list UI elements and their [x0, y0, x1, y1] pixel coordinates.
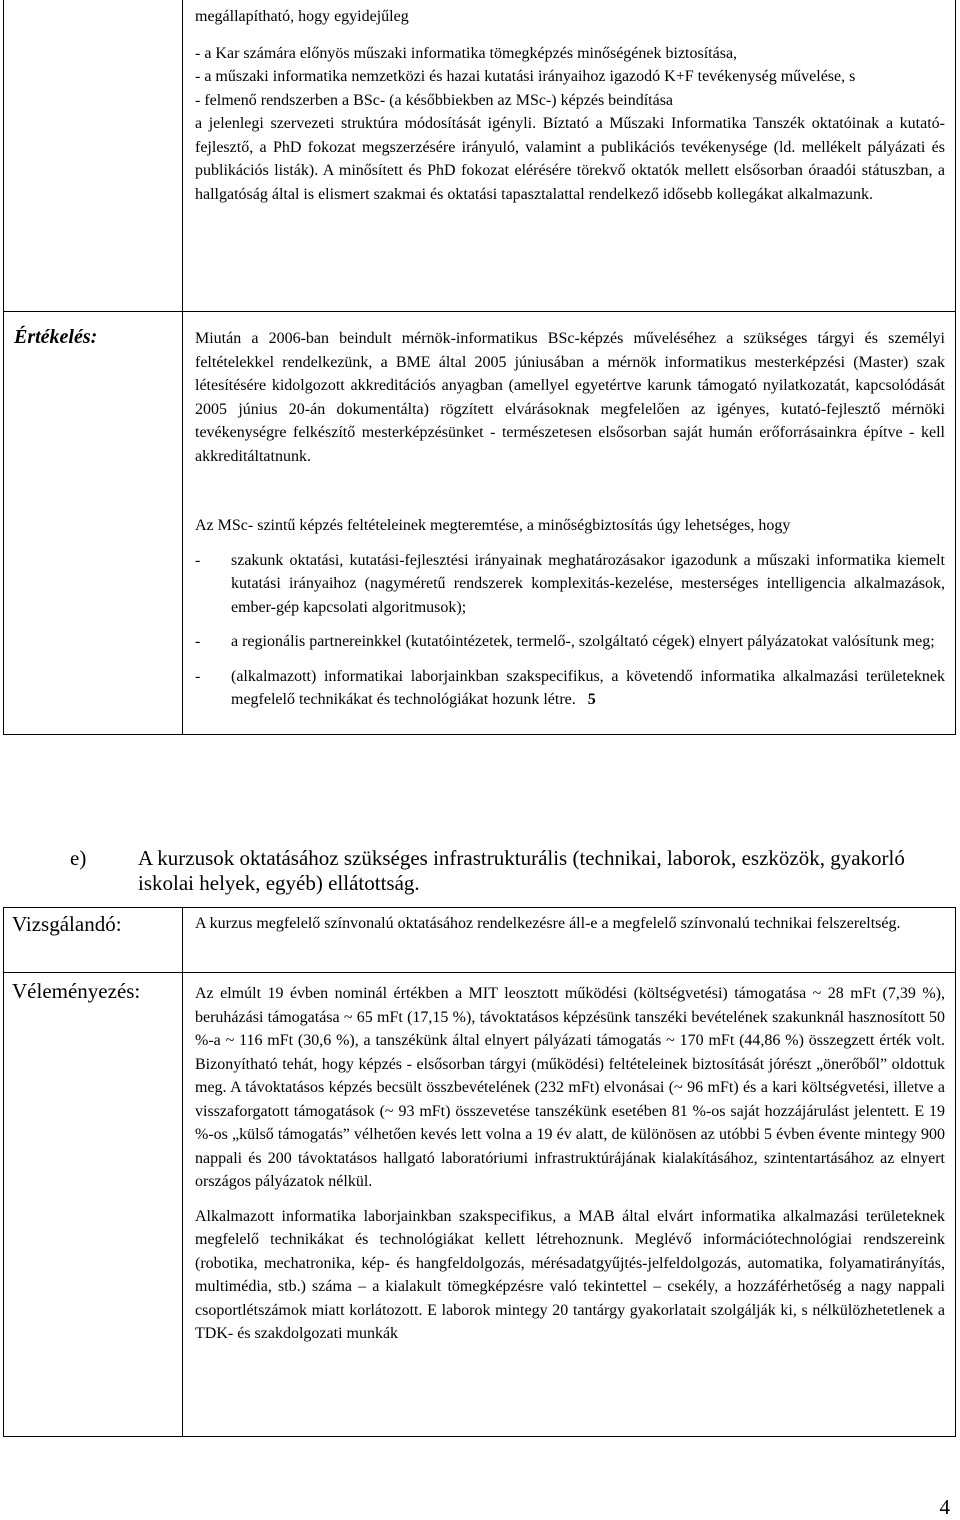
section-e-letter: e): [70, 846, 87, 870]
top-intro: megállapítható, hogy egyidejűleg: [195, 8, 409, 25]
top-block-cell: [183, 0, 956, 312]
evaluation-score: 5: [587, 691, 596, 708]
evaluation-label: Értékelés:: [14, 326, 98, 348]
opinion-para-1: Az elmúlt 19 évben nominál értékben a MIT leosztott működési (költségvetési) támogatása ~ 28 mFt (7,39 %), beruházási támogatása ~ 65 mFt (17,15 %), távoktatásos képzésünk tanszéki bevételének szakunknál hasznosított 50 %-a ~ 116 mFt (30,6 %), a tanszékünk által elnyert pályázati támogatás ~ 170 mFt (44,86 %) összegzett érték volt. Bizonyítható tehát, hogy képzés - elsősorban tárgyi (működési) feltételeinek biztosítását jórészt „önerőből” oldottuk meg. A távoktatásos képzés becsült összbevételének (232 mFt) elvonásai (~ 96 mFt) és a kari költségvetési, illetve a visszaforgatott támogatások (~ 93 mFt) összevetése tanszékünk esetében 81 %-os saját hozzájárulást jelentett. E 19 %-os „külső támogatás” vélhetően kevés lett volna a 19 év alatt, de különösen az utóbbi 5 évben évente mintegy 900 nappali és 200 távoktatásos hallgató laboratóriumi infrastruktúrájának kialakításához, szintentartásához az elnyert országos pályázatok nélkül.: [195, 985, 945, 1190]
upper-label-empty: [4, 0, 183, 312]
page-number: 4: [939, 1495, 950, 1519]
examine-text: A kurzus megfelelő színvonalú oktatásához rendelkezésre áll-e a megfelelő színvonalú technikai felszereltség.: [195, 915, 901, 932]
top-paragraph: a jelenlegi szervezeti struktúra módosítását igényli. Bíztató a Műszaki Informatika Tanszék oktatóinak a kutató-fejlesztő, a PhD fokozat megszerzésére irányuló, valamint a publikációs tevékenysége (ld. mellékelt pályázati és publikációs listák). A minősített és PhD fokozat elérésére törekvő oktatók mellett elsősorban óraadói státuszban, a hallgatóság által is elismert szakmai és oktatási tapasztalattal rendelkező idősebb kollegákat alkalmazunk.: [195, 115, 945, 203]
lower-table: [3, 907, 956, 1437]
top-bullet-2: - a műszaki informatika nemzetközi és hazai kutatási irányaihoz igazodó K+F tevékenység művelése, s: [195, 68, 856, 85]
opinion-cell: [183, 973, 956, 1437]
opinion-label-cell: [4, 973, 183, 1437]
opinion-para-2: Alkalmazott informatika laborjainkban szakspecifikus, a MAB által elvárt informatika alkalmazási területeknek megfelelő technikákat és technológiákat kellett létrehoznunk. Meglévő információtechnológiai rendszereink (robotika, mechatronika, kép- és hangfeldolgozás, mérésadatgyűjtés-jelfeldolgozás, automatika, folyamatirányítás, multimédia, stb.) száma – a kialakult tömegképzésre való tekintettel – csekély, a hozzáférhetőség a nagy nappali csoportlétszámok miatt korlátozott. E laborok mintegy 20 tantárgy gyakorlatait szolgálják ki, s nélkülözhetetlenek a TDK- és szakdolgozati munkák: [195, 1207, 945, 1342]
dash-item-3-text: (alkalmazott) informatikai laborjainkban szakspecifikus, a követendő informatika alkalmazási területeknek megfelelő technikákat és technológiákat hozunk létre.: [231, 667, 945, 708]
dash-marker: -: [195, 551, 201, 569]
evaluation-para-1: Miután a 2006-ban beindult mérnök-informatikus BSc-képzés műveléséhez a szükséges tárgyi és személyi feltételekkel rendelkezünk, a BME által 2005 júniusában a mérnök informatikus mesterképzési (Master) szak létesítésére kidolgozott akkreditációs anyagban (amellyel egyetértve karunk támogató nyilatkozatát, kapcsolódását 2005 június 20-án dokumentálta) rögzített elvárásoknak megfelelően az igényes, kutató-fejlesztő mérnöki tevékenységre felkészítő mesterképzésünket - természetesen elsősorban saját humán erőforrásainkra építve - kell akkreditáltatnunk.: [195, 330, 945, 465]
dash-marker: -: [195, 633, 201, 650]
top-bullet-3: - felmenő rendszerben a BSc- (a későbbiekben az MSc-) képzés beindítása: [195, 91, 674, 109]
evaluation-cell: [183, 312, 956, 735]
examine-cell: [183, 908, 956, 973]
dash-marker: -: [195, 667, 201, 685]
dash-item-text: a regionális partnereinkkel (kutatóintézetek, termelő-, szolgáltató cégek) elnyert pályázatokat valósítunk meg;: [231, 633, 935, 650]
evaluation-para-2: Az MSc- szintű képzés feltételeinek megteremtése, a minőségbiztosítás úgy lehetséges, hogy: [195, 517, 791, 534]
examine-label: Vizsgálandó:: [12, 912, 122, 936]
opinion-label: Véleményezés:: [12, 979, 141, 1003]
evaluation-dash-item-3: [195, 665, 945, 712]
evaluation-dash-item-2: [195, 630, 945, 654]
dash-item-text: [231, 665, 945, 712]
section-e-title: A kurzusok oktatásához szükséges infrastrukturális (technikai, laborok, eszközök, gyakorló iskolai helyek, egyéb) ellátottság.: [138, 846, 905, 895]
examine-label-cell: [4, 908, 183, 973]
dash-item-text: szakunk oktatási, kutatási-fejlesztési irányainak meghatározásakor igazodunk a műszaki informatika kiemelt kutatási irányaihoz (nagyméretű rendszerek komplexitás-kezelése, mesterséges intelligencia alkalmazások, ember-gép kapcsolati algoritmusok);: [231, 551, 945, 616]
upper-table: [3, 0, 956, 735]
top-bullet-1: - a Kar számára előnyös műszaki informatika tömegképzés minőségének biztosítása,: [195, 44, 738, 62]
evaluation-label-cell: [4, 312, 183, 735]
evaluation-dash-item-1: [195, 549, 945, 620]
